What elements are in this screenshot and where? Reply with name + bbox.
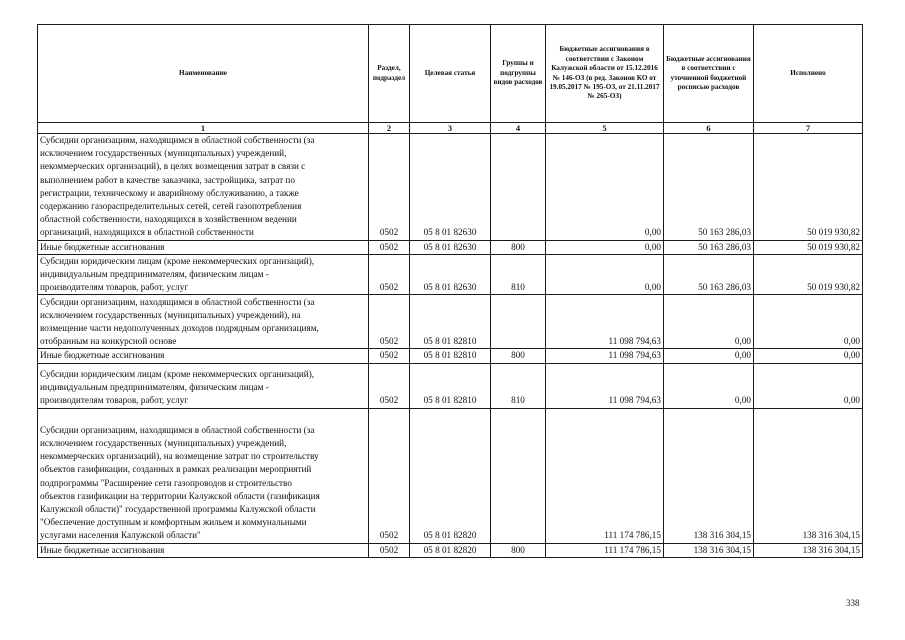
row-law-allocation: 11 098 794,63 — [546, 295, 664, 349]
row-expense-group: 800 — [491, 543, 546, 557]
row-law-allocation: 111 174 786,15 — [546, 408, 664, 543]
table-row — [38, 254, 863, 295]
table-row — [38, 408, 863, 543]
row-expense-group: 800 — [491, 240, 546, 254]
row-name: Субсидии организациям, находящимся в областной собственности (за исключением государственных (муниципальных) учреждений, некоммерческих организаций), на возмещение затрат по строительству объектов газификации, созданных в рамках реализации мероприятий подпрограммы "Расширение сети газопроводов и строительство объектов газификации на территории Калужской области (газификация Калужской области)" государственной программы Калужской области "Обеспечение доступным и комфортным жильем и коммунальными услугами населения Калужской области" — [38, 408, 369, 543]
row-plan-allocation: 0,00 — [664, 349, 754, 363]
row-target-article: 05 8 01 82820 — [410, 543, 491, 557]
row-expense-group — [491, 295, 546, 349]
row-law-allocation: 0,00 — [546, 240, 664, 254]
row-section: 0502 — [369, 349, 410, 363]
row-law-allocation: 111 174 786,15 — [546, 543, 664, 557]
column-number-row — [38, 123, 863, 134]
row-target-article: 05 8 01 82810 — [410, 363, 491, 408]
row-law-allocation: 11 098 794,63 — [546, 363, 664, 408]
row-target-article: 05 8 01 82630 — [410, 240, 491, 254]
row-expense-group: 800 — [491, 349, 546, 363]
row-target-article: 05 8 01 82810 — [410, 295, 491, 349]
row-plan-allocation: 50 163 286,03 — [664, 254, 754, 295]
row-section: 0502 — [369, 134, 410, 241]
row-name: Иные бюджетные ассигнования — [38, 349, 369, 363]
row-section: 0502 — [369, 254, 410, 295]
row-executed: 50 019 930,82 — [754, 134, 863, 241]
row-name: Субсидии юридическим лицам (кроме некоммерческих организаций), индивидуальным предпринимателям, физическим лицам - производителям товаров, работ, услуг — [38, 254, 369, 295]
row-executed: 138 316 304,15 — [754, 408, 863, 543]
header-executed: Исполнено — [754, 25, 863, 123]
column-number: 4 — [491, 123, 546, 134]
row-expense-group — [491, 408, 546, 543]
row-section: 0502 — [369, 363, 410, 408]
table-row — [38, 240, 863, 254]
row-expense-group — [491, 134, 546, 241]
header-section: Раздел, подраздел — [369, 25, 410, 123]
row-law-allocation: 11 098 794,63 — [546, 349, 664, 363]
header-expense-group: Группы и подгруппы видов расходов — [491, 25, 546, 123]
column-number: 5 — [546, 123, 664, 134]
budget-table — [37, 24, 863, 558]
row-expense-group: 810 — [491, 363, 546, 408]
row-target-article: 05 8 01 82820 — [410, 408, 491, 543]
row-plan-allocation: 50 163 286,03 — [664, 240, 754, 254]
row-executed: 50 019 930,82 — [754, 254, 863, 295]
column-number: 7 — [754, 123, 863, 134]
column-number: 2 — [369, 123, 410, 134]
header-target-article: Целевая статья — [410, 25, 491, 123]
row-plan-allocation: 138 316 304,15 — [664, 543, 754, 557]
row-expense-group: 810 — [491, 254, 546, 295]
row-executed: 138 316 304,15 — [754, 543, 863, 557]
column-number: 1 — [38, 123, 369, 134]
row-name: Субсидии юридическим лицам (кроме некоммерческих организаций), индивидуальным предпринимателям, физическим лицам - производителям товаров, работ, услуг — [38, 363, 369, 408]
table-row — [38, 295, 863, 349]
row-name: Субсидии организациям, находящимся в областной собственности (за исключением государственных (муниципальных) учреждений), на возмещение части недополученных доходов подрядным организациям, отобранным на конкурсной основе — [38, 295, 369, 349]
column-number: 6 — [664, 123, 754, 134]
row-plan-allocation: 0,00 — [664, 363, 754, 408]
table-row — [38, 363, 863, 408]
row-target-article: 05 8 01 82630 — [410, 254, 491, 295]
row-executed: 0,00 — [754, 363, 863, 408]
row-section: 0502 — [369, 295, 410, 349]
row-executed: 0,00 — [754, 349, 863, 363]
header-name: Наименование — [38, 25, 369, 123]
table-row — [38, 349, 863, 363]
header-law-allocation: Бюджетные ассигнования в соответствии с Законом Калужской области от 15.12.2016 № 146-ОЗ (в ред. Законов КО от 19.05.2017 № 195-ОЗ, от 21.11.2017 № 265-ОЗ) — [546, 25, 664, 123]
row-plan-allocation: 0,00 — [664, 295, 754, 349]
row-executed: 0,00 — [754, 295, 863, 349]
row-plan-allocation: 50 163 286,03 — [664, 134, 754, 241]
table-row — [38, 134, 863, 241]
column-number: 3 — [410, 123, 491, 134]
row-executed: 50 019 930,82 — [754, 240, 863, 254]
header-row — [38, 25, 863, 123]
row-law-allocation: 0,00 — [546, 134, 664, 241]
row-name: Иные бюджетные ассигнования — [38, 240, 369, 254]
row-law-allocation: 0,00 — [546, 254, 664, 295]
row-target-article: 05 8 01 82630 — [410, 134, 491, 241]
row-section: 0502 — [369, 240, 410, 254]
row-section: 0502 — [369, 408, 410, 543]
table-row — [38, 543, 863, 557]
row-name: Иные бюджетные ассигнования — [38, 543, 369, 557]
row-target-article: 05 8 01 82810 — [410, 349, 491, 363]
row-name: Субсидии организациям, находящимся в областной собственности (за исключением государственных (муниципальных) учреждений, некоммерческих организаций), в целях возмещения затрат в связи с выполнением работ в качестве заказчика, застройщика, затрат по регистрации, техническому и аварийному обслуживанию, а также содержанию газораспределительных сетей, сетей газопотребления областной собственности, находящихся в хозяйственном ведении организаций, находящихся в областной собственности — [38, 134, 369, 241]
row-section: 0502 — [369, 543, 410, 557]
header-plan-allocation: Бюджетные ассигнования в соответствии с уточненной бюджетной росписью расходов — [664, 25, 754, 123]
row-plan-allocation: 138 316 304,15 — [664, 408, 754, 543]
page-number: 338 — [846, 598, 860, 608]
